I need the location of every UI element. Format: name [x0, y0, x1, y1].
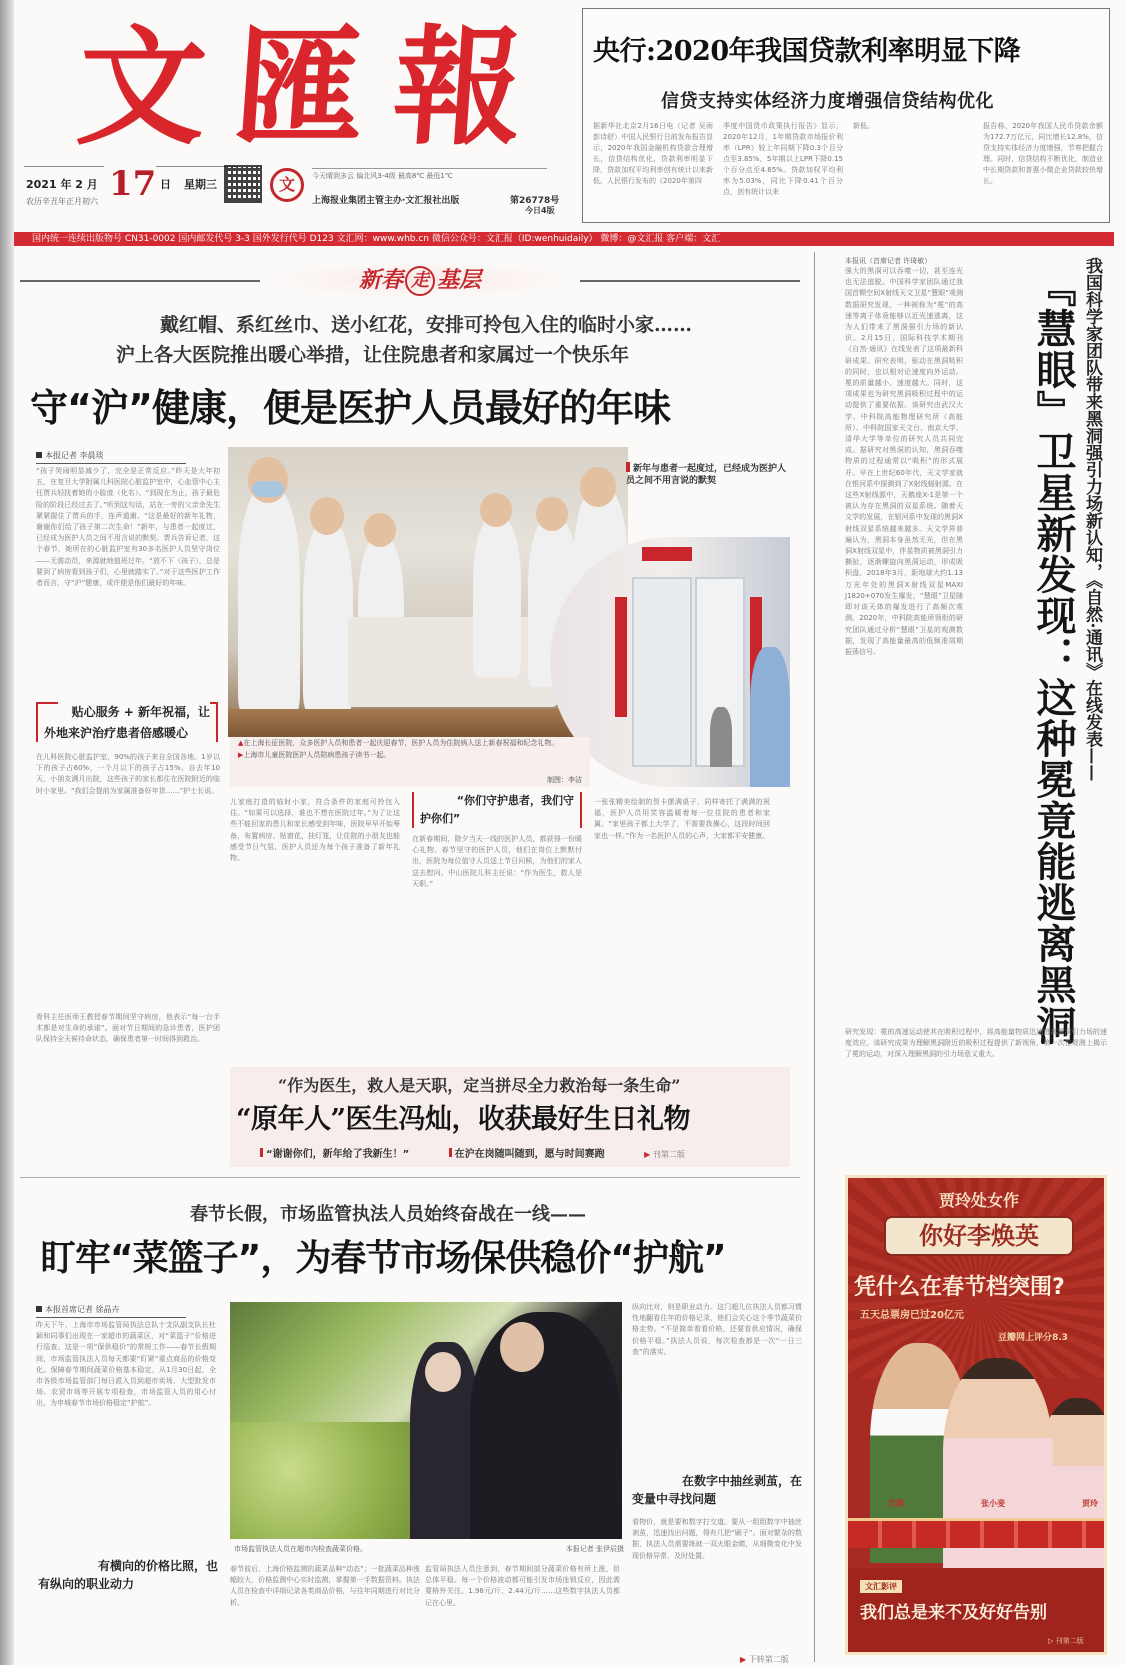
top-story-column: 季度中国货币政策执行报告》显示，2020年12月，1年期贷款市场报价利率（LPR）较上年同期下降0.3个百分点至3.85%，5年期以上LPR下降0.15个百分点至4.65%。贷款加权平均利率为5.03%，同比下降0.41个百分点，创有统计以来 — [723, 122, 843, 196]
feature-kicker: “作为医生，救人是天职，定当拼尽全力救治每一条生命” — [278, 1076, 681, 1095]
more-text: 刊第二版 — [1055, 1637, 1084, 1645]
top-story-body — [593, 121, 1103, 198]
photo-caption-2: 上海市儿童医院医护人员陪病患孩子读书一起。 — [243, 751, 391, 759]
lead-body-column: 在儿科医院心脏监护室，90%的孩子来自全国各地。1岁以下的孩子占60%，一个月以下的孩子占15%。自去年10天，小朋友满月出院，这些孩子的家长都住在医院附近的临时小家里。“我们会提前为家属准备好年货……”护士长说。 — [36, 753, 220, 795]
page-edge-shadow — [0, 0, 14, 1665]
top-story-subheadline: 信贷支持实体经济力度增强信贷结构优化 — [661, 91, 994, 112]
photo-red-sign — [642, 547, 692, 561]
triangle-right-icon: ▶ — [238, 751, 244, 759]
triangle-up-icon: ▲ — [238, 739, 244, 747]
date-day-suffix: 日 — [160, 178, 171, 191]
second-body-column: 昨天下午，上海市市场监管局执法总队十支队副支队长杜颖和同事们出现在一家超市的蔬菜区，对“菜篮子”价格进行巡查。这是一项“保供稳价”的常规工作——春节长假期间，市场监管执法人员每天都要“盯紧”重点商品的价格变化。保障春节期间蔬菜价格基本稳定，从1月30日起，全市各级市场监管部门每日派人员到超市卖场、大型批发市场、农贸市场等开展专项检查，市场监管人员的用心付出，为申城春节市场价格稳定“护航”。 — [36, 1321, 216, 1408]
subhead-line: 在数字中抽丝剥茧，在 — [681, 1474, 802, 1488]
photo-credit: 制图：李洁 — [547, 776, 582, 784]
cast-name: 沈腾 — [888, 1499, 904, 1508]
subhead-line: 变量中寻找问题 — [632, 1492, 717, 1506]
photo-figure — [252, 481, 284, 497]
right-subheadline-vertical: 我国科学家团队带来黑洞强引力场新认知，《自然·通讯》在线发表—— — [1082, 257, 1102, 782]
photo-figure — [480, 493, 512, 527]
lead-byline — [36, 450, 186, 464]
top-story-box[interactable] — [582, 8, 1110, 223]
photo-caption-block — [230, 737, 590, 787]
feature-link[interactable] — [260, 1149, 409, 1160]
lead-body-column: 骨科主任医师王教授春节期间坚守病房，他表示“每一台手术都是对生命的承诺”。面对节日期间的急诊患者，医护团队保持全天候待命状态，确保患者第一时间得到救治。 — [36, 1013, 220, 1044]
continue-link[interactable] — [644, 1150, 685, 1159]
feature-link-text: 在沪在岗随叫随到，愿与时间赛跑 — [454, 1149, 605, 1160]
market-inspection-photo[interactable] — [230, 1302, 622, 1539]
photo-couplet — [615, 597, 627, 717]
photo-figure — [303, 522, 353, 712]
ad-cast-names — [888, 1498, 1098, 1509]
ad-question: 凭什么在春节档突围? — [854, 1275, 1065, 1300]
byline-marker-icon — [36, 452, 42, 458]
lead-body-column: 儿家庭打造的临时小家，符合条件的家庭可拎包入住。“如果可以选择，谁也不想在医院过年。”为了让这些不能回家的患儿和家长感受到年味，医院早早开始筹备，布置病房、贴窗花、挂灯笼，让住院的小朋友也能感受节日气氛，医护人员还为每个孩子准备了新年礼物。 — [230, 798, 400, 863]
photo-child — [710, 707, 732, 767]
lead-headline[interactable]: 守“沪”健康，便是医护人员最好的年味 — [30, 386, 670, 430]
byline-marker-icon — [36, 1306, 42, 1312]
main-articles-area — [20, 252, 815, 1662]
ad-bunting — [848, 1518, 1107, 1548]
section-label-left: 新春 — [358, 267, 403, 293]
masthead-logo — [72, 13, 524, 163]
subhead-line: 有横向的价格比照，也 — [97, 1559, 218, 1573]
right-body-column: 研究发现：冕的高速运动使其在吸积过程中，将高能量物质迅速逃离黑洞引力场的速度效应。该研究成果为理解黑洞附近的吸积过程提供了新视角，第一次在观测上揭示了冕的运动，对深入理解黑洞的引力场意义重大。 — [845, 1028, 1107, 1059]
photo-figure — [536, 497, 568, 531]
ad-title: 你好李焕英 — [884, 1216, 1074, 1256]
ad-more-link[interactable] — [1048, 1636, 1084, 1646]
publication-info-bar: 国内统一连续出版物号 CN31-0002 国内邮发代号 3-3 国外发行代号 D123 文汇网：www.whb.cn 微信公众号：文汇报（ID:wenhuidaily） 微博：@文汇报 客户端：文汇 — [14, 232, 1114, 246]
photo-figure — [364, 513, 396, 547]
ad-box-office: 五天总票房已过20亿元 — [860, 1310, 964, 1321]
right-body-column: 强大的黑洞可以吞噬一切，甚至连光也无法逃脱。中国科学家团队通过我国首颗空间X射线天文卫星“慧眼”观测数据研究发现，一种被称为“冕”的高速等离子体竟能够以近光速逃离，这为人们带来了黑洞强引力场的新认识。2月15日，国际科技学术期刊《自然·通讯》在线发表了这项最新科研成果。研究表明，驱动在黑洞吸积的同时，也以相对论速度向外运动。冕的质量越小、速度越大。同时，这项成果也为研究黑洞吸积过程中的运动提供了重要依据。该研究由武汉大学、中科院高能物理研究所（高能所）、中科院国家天文台、南京大学、清华大学等单位的研究人员共同完成。据研究对黑洞的认知，黑洞吞噬物质的过程通常以“吸积”的形式展开。早在上世纪60年代，天文学家就在银河系中探测到了X射线辐射源。在这些X射线源中，天鹅座X-1是第一个被认为存在黑洞的双星系统。随着天文学的发展，在银河系中发现的黑洞X射线双星系统越来越多。天文学界普遍认为，黑洞本身虽然无光，但在黑洞X射线双星中，伴星物质被黑洞引力撕扯，逐渐螺旋向黑洞运动，形成吸积盘。2018年3月，距地球大约1.13万光年处的黑洞X射线双星MAXI J1820+070发生爆发，“慧眼”卫星随即对该天体的爆发进行了高频次观测。2020年，中科院高能所领衔的研究团队通过分析“慧眼”卫星的观测数据，发现了高能量最高的低频准周期振荡信号。 — [845, 267, 963, 656]
subhead-box-2 — [412, 792, 582, 828]
feature-link[interactable] — [449, 1149, 605, 1160]
cast-name: 张小斐 — [981, 1499, 1005, 1508]
photo-figure — [473, 517, 521, 677]
photo-nurse — [750, 647, 790, 787]
qr-code-icon[interactable] — [224, 165, 262, 203]
second-body-column: 春节前后，上海价格监测的蔬菜品种“动态”；一批蔬菜品种涨幅较大，价格监测中心实时监测，掌握第一手数据资料。执法人员在检查中详细记录各类商品价格，与往年同期进行对比分析。 — [230, 1565, 420, 1607]
second-headline[interactable]: 盯牢“菜篮子”，为春节市场保供稳价“护航” — [40, 1238, 726, 1279]
ad-slogan: 我们总是来不及好好告别 — [860, 1603, 1047, 1623]
byline-text: 本报记者 李晨琰 — [45, 451, 104, 460]
subhead-3 — [38, 1557, 218, 1593]
logo-char-3: 報 — [388, 13, 524, 163]
top-story-headline[interactable]: 央行:2020年我国贷款利率明显下降 — [593, 36, 1021, 67]
logo-char-1: 文 — [72, 13, 208, 163]
top-story-column: 据新华社北京2月16日电（记者 吴雨 彭诗舒）中国人民银行日前发布报告显示，2020年我国金融机构贷款合理增长，信贷结构优化，贷款利率明显下降，贷款加权平均利率创有统计以来新低。人民银行发布的《2020年第四 — [593, 122, 713, 185]
right-byline: 本报讯（首席记者 许琦敏） — [845, 257, 932, 265]
photo-vegetables — [230, 1422, 430, 1539]
divider — [20, 1177, 800, 1178]
caption-text: 新年与患者一起度过，已经成为医护人员之间不用言说的默契 — [626, 464, 787, 486]
weather-info: 今天晴到多云 偏北风3-4级 最高8℃ 最低1℃ — [312, 168, 547, 181]
photo-caption-1: 在上海长征医院，众多医护人员和患者一起庆迎春节，医护人员为住院病人送上新春祝福和纪念礼物。 — [243, 739, 559, 747]
ad-rating: 豆瓣网上评分8.3 — [998, 1333, 1068, 1343]
feature-link-text: “谢谢你们，新年给了我新生！” — [266, 1149, 410, 1160]
section-banner — [20, 262, 800, 296]
subhead-line: “你们守护患者，我们守 — [456, 794, 574, 807]
issue-number: 第26778号 — [510, 196, 560, 206]
caption-text: 市场监管执法人员在超市内检查蔬菜价格。 — [234, 1545, 367, 1553]
lead-body-column: “孩子哭闹明显减少了，完全是正常反应。”昨天是大年初五，在复旦大学附属儿科医院心脏监护室中，心血管中心主任贾兵轻抚着她的小脸庞（化名）。“到现在为止，孩子最危险的阶段已经过去了。”听到这句话，站在一旁的父亲余先生紧紧握住了贾兵的手，连声道谢。“这是最好的新年礼物，谢谢你们给了孩子第二次生命！”新年，与患者一起度过，已经成为医护人员之间不用言说的默契。贾兵告诉记者，这个春节，她所在的心脏监护室有30多名医护人员坚守岗位——无需动员，来源就地值班过年。“放不下（孩子），总是要到了病房看到孩子们，心里就踏实了。”对于这些医护工作者而言，守“沪”健康，或许便是他们最好的年味。 — [36, 467, 220, 588]
continue-text: 刊第二版 — [652, 1150, 685, 1159]
top-story-column: 新低。 — [853, 122, 874, 130]
subhead-box-1 — [36, 702, 218, 742]
ad-tag: 文汇影评 — [860, 1580, 902, 1593]
lunar-date: 农历辛丑年正月初六 — [26, 197, 98, 206]
movie-advertisement[interactable] — [845, 1175, 1107, 1655]
right-headline-vertical[interactable]: 『慧眼』卫星新发现：这种冕竟能逃离黑洞 — [1030, 267, 1077, 1046]
second-byline — [36, 1304, 186, 1318]
photo-figure — [238, 487, 300, 717]
second-kicker: 春节长假，市场监管执法人员始终奋战在一线—— — [190, 1204, 586, 1225]
lead-body-column: 在新春期间，除夕当天一线的医护人员，都获得一份暖心礼物。春节坚守的医护人员，他们在岗位上默默付出，医院为每位值守人员送上节日问候，为他们的家人送去慰问。中山医院儿科主任说：“作为医生，救人是天职。” — [412, 835, 582, 888]
triangle-right-icon: ▷ — [1048, 1637, 1056, 1645]
lead-body-column: 一张张精美绘制的贺卡摆满桌子，同样寄托了满满的祝福，医护人员用笑容温暖着每一位住院的患者和家属。“家里孩子都上大学了，不需要我操心，这段时间回家也一样。”作为一名医护人员的心声，大家都平安健康。 — [594, 798, 770, 840]
date-day: 17 — [109, 164, 157, 204]
link-marker-icon — [449, 1148, 452, 1157]
section-circle-glyph: 走 — [405, 266, 435, 296]
photo-hospital-bed — [348, 617, 558, 707]
subhead-line: 护你们” — [420, 812, 461, 825]
photo-side-caption — [626, 462, 786, 487]
photo-door — [632, 577, 692, 767]
page-count: 今日4版 — [525, 206, 555, 215]
second-body-column: 监管局执法人员注意到，春节期间部分蔬菜价格有所上涨，但总体平稳。每一个价格波动都可能引发市场连锁反应，因此需要格外关注。1.98元/斤、2.44元/斤……这些数字执法人员都记在心里。 — [425, 1565, 620, 1607]
subhead-4 — [632, 1472, 802, 1508]
photo-figure — [310, 497, 344, 535]
continue-link[interactable] — [740, 1654, 789, 1665]
section-badge — [270, 262, 570, 298]
lead-kicker-2: 沪上各大医院推出暖心举措，让住院患者和家属过一个快乐年 — [116, 344, 630, 366]
divider — [24, 166, 104, 167]
continue-text: 下转第二版 — [748, 1655, 789, 1664]
date-year-month: 2021 年 2 月 — [26, 178, 98, 191]
second-body-column: 看物价，就是要和数字打交道。要从一组组数字中抽丝剥茧，迅速找出问题，得有几把“刷子”。面对繁杂的数据，执法人员需要练就一双火眼金睛，从细微变化中发现价格异常，及时处置。 — [632, 1518, 802, 1560]
subhead-line: 贴心服务 + 新年祝福，让 — [71, 705, 210, 719]
divider — [20, 280, 260, 282]
photo-figure — [580, 467, 616, 507]
cast-name: 贾玲 — [1082, 1499, 1098, 1508]
section-label-right: 基层 — [437, 267, 482, 293]
publisher-line: 上海报业集团主管主办·文汇报社出版 — [312, 196, 460, 206]
top-story-column: 报告称，2020年我国人民币贷款余额为172.7万亿元，同比增长12.8%，信贷支持实体经济力度增强，节奏把握合理。同时，信贷结构不断优化，制造业中长期贷款和普惠小微企业贷款较快增长。 — [983, 122, 1103, 185]
photo-credit: 本报记者 张伊辰摄 — [565, 1545, 624, 1553]
lead-kicker-1: 戴红帽、系红丝巾、送小红花，安排可拎包入住的临时小家…… — [160, 314, 693, 336]
subhead-line: 外地来沪治疗患者倍感暖心 — [44, 726, 189, 740]
caption-marker-icon — [626, 462, 630, 472]
photo-figure — [425, 1352, 461, 1392]
weekday: 星期三 — [184, 178, 217, 191]
feature-links — [260, 1145, 790, 1160]
ad-author: 贾玲处女作 — [938, 1191, 1019, 1210]
photo-figure — [500, 1322, 544, 1372]
photo-figure — [470, 1312, 620, 1539]
market-photo-caption — [234, 1544, 624, 1554]
subhead-line: 有纵向的职业动力 — [38, 1577, 135, 1591]
feature-headline[interactable]: “原年人”医生冯灿，收获最好生日礼物 — [236, 1104, 691, 1135]
newspaper-seal-icon: 文 — [270, 168, 304, 202]
byline-text: 本报首席记者 徐晶卉 — [45, 1305, 120, 1314]
link-marker-icon — [260, 1148, 263, 1157]
divider — [580, 280, 800, 282]
triangle-right-icon: ▶ — [644, 1150, 653, 1159]
logo-char-2: 匯 — [230, 13, 366, 163]
triangle-right-icon: ▶ — [740, 1655, 749, 1664]
second-body-column: 纵向比对，则是职业动力。这门超儿位执法人员都习惯性地翻看往年的价格记录，他们会关心这个季节蔬菜价格走势。“不是简单看看价格，还要看供应情况，确保价格平稳。”执法人员说，每次检查都是一次“一日三查”的落实。 — [632, 1303, 802, 1356]
feature-band[interactable] — [230, 1067, 790, 1167]
